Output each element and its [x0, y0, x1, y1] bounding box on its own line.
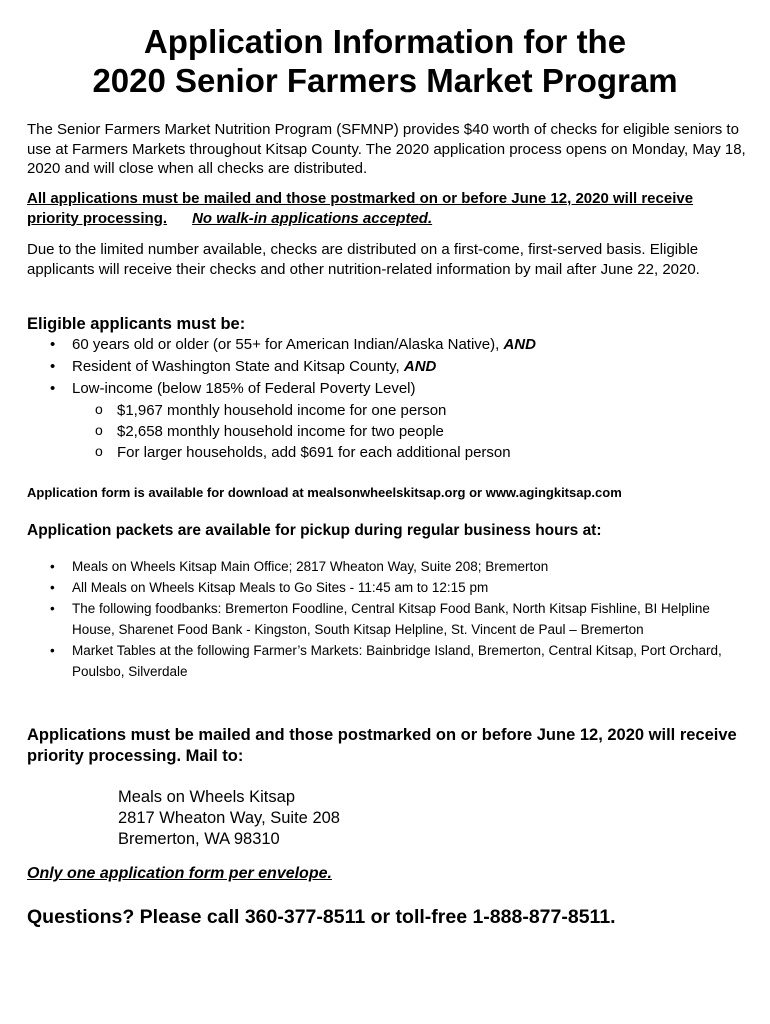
title-line-1: Application Information for the	[143, 23, 627, 60]
title-line-2: 2020 Senior Farmers Market Program	[92, 62, 678, 99]
address-line-3: Bremerton, WA 98310	[118, 830, 280, 848]
list-item: o For larger households, add $691 for each additional person	[95, 442, 695, 463]
pickup-locations-list	[50, 556, 750, 682]
limited-availability-paragraph: Due to the limited number available, checks are distributed on a first-come, first-served basis. Eligible applicants will receive their checks and other nutrition-related information by mail after June 22, 2020.	[27, 241, 700, 278]
address-line-2: 2817 Wheaton Way, Suite 208	[118, 809, 340, 827]
no-walk-in-notice: No walk-in applications accepted.	[192, 209, 433, 227]
pickup-heading: Application packets are available for pickup during regular business hours at:	[27, 522, 602, 539]
list-item: o $1,967 monthly household income for one person	[95, 400, 695, 421]
questions-contact: Questions? Please call 360-377-8511 or toll-free 1-888-877-8511.	[27, 906, 616, 928]
list-item: • Meals on Wheels Kitsap Main Office; 2817 Wheaton Way, Suite 208; Bremerton	[50, 556, 750, 577]
page-title	[0, 22, 770, 100]
list-item: o $2,658 monthly household income for two people	[95, 421, 695, 442]
eligibility-list	[50, 334, 750, 400]
download-notice: Application form is available for download at mealsonwheelskitsap.org or www.agingkitsap.com	[27, 485, 622, 500]
priority-notice	[27, 189, 727, 228]
list-item: • The following foodbanks: Bremerton Foodline, Central Kitsap Food Bank, North Kitsap Fishline, BI Helpline House, Sharenet Food Bank - Kingston, South Kitsap Helpline, St. Vincent de Paul – Bremerton	[50, 598, 750, 640]
list-item	[50, 356, 750, 378]
list-item-emphasis: AND	[403, 358, 437, 375]
one-per-envelope-notice: Only one application form per envelope.	[27, 865, 332, 882]
list-item: • Market Tables at the following Farmer’s Markets: Bainbridge Island, Bremerton, Central Kitsap, Port Orchard, Poulsbo, Silverdale	[50, 640, 750, 682]
list-item-emphasis: AND	[503, 336, 536, 353]
address-line-1: Meals on Wheels Kitsap	[118, 788, 295, 806]
income-limits-list	[95, 400, 695, 463]
list-item-text: 60 years old or older (or 55+ for American Indian/Alaska Native),	[72, 336, 504, 353]
list-item	[50, 334, 750, 356]
list-item-text: Low-income (below 185% of Federal Poverty Level)	[72, 380, 416, 397]
list-item-text: Resident of Washington State and Kitsap County,	[72, 358, 404, 375]
eligibility-heading: Eligible applicants must be:	[27, 315, 246, 333]
mailing-address	[118, 787, 340, 850]
mail-notice: Applications must be mailed and those postmarked on or before June 12, 2020 will receive priority processing. Mail to:	[27, 726, 737, 765]
priority-notice-text: All applications must be mailed and those postmarked on or before June 12, 2020 will receive priority processing.	[27, 190, 694, 227]
list-item	[50, 378, 750, 400]
intro-paragraph: The Senior Farmers Market Nutrition Program (SFMNP) provides $40 worth of checks for eligible seniors to use at Farmers Markets throughout Kitsap County. The 2020 application process opens on Monday, May 18, 2020 and will close when all checks are distributed.	[27, 121, 746, 177]
list-item: • All Meals on Wheels Kitsap Meals to Go Sites - 11:45 am to 12:15 pm	[50, 577, 750, 598]
